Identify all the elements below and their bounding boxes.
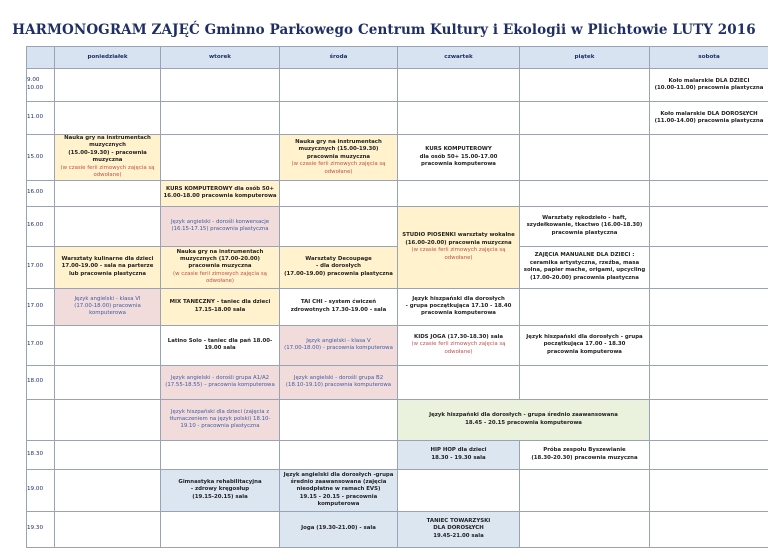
time-cell: 16.00 [27,206,55,246]
time-cell: 17.00 [27,325,55,365]
activity-note: (w czasie ferii zimowych zajęcia są odwołane) [400,247,517,262]
table-row [27,288,768,325]
table-row [27,440,768,469]
activity-cell [398,206,520,288]
time-cell: 18.30 [27,440,55,469]
activity-cell: Joga (19.30-21.00) - sala [280,511,398,547]
time-cell: 17.00 [27,288,55,325]
activity-note: (w czasie ferii zimowych zajęcia są odwołane) [57,165,158,180]
activity-title: Nauka gry na instrumentach muzycznych (15.00-19.30) - pracownia muzyczna [57,135,158,165]
activity-cell: HIP HOP dla dzieci 18.30 - 19.30 sala [398,440,520,469]
activity-note: (w czasie ferii zimowych zajęcia są odwołane) [282,161,395,176]
table-row [27,180,768,206]
day-header-monday: poniedziałek [55,47,161,69]
schedule-table [26,46,768,548]
activity-cell: Język angielski dla dorosłych -grupa średnio zaawansowana (zajęcia nieodpłatne w ramach EVS) 19.15 - 20.15 - pracownia komputerowa [280,469,398,511]
activity-cell: Język angielski - dorośli grupa B2 (18.10-19.10) pracownia komputerowa [280,365,398,399]
corner-cell [27,47,55,69]
time-cell: 15.00 [27,135,55,181]
activity-cell: Język angielski - klasa V (17.00-18.00) - pracownia komputerowa [280,325,398,365]
table-row [27,206,768,246]
day-header-thursday: czwartek [398,47,520,69]
activity-title: Nauka gry na instrumentach muzycznych (15.00-19.30) pracownia muzyczna [282,139,395,161]
activity-cell [280,135,398,181]
table-row [27,135,768,181]
activity-cell: Język hiszpański dla dorosłych - grupa średnio zaawansowana 18.45 - 20.15 pracownia komputerowa [398,399,650,440]
day-header-friday: piątek [520,47,650,69]
table-row [27,69,768,102]
table-row [27,511,768,547]
time-cell: 18.00 [27,365,55,399]
activity-cell: Język angielski - dorośli grupa A1/A2 (17.55-18.55) – pracownia komputerowa [161,365,280,399]
header-row [27,47,768,69]
table-row [27,365,768,399]
activity-title: STUDIO PIOSENKI warsztaty wokalne (16.00-20.00) pracownia muzyczna [400,232,517,247]
activity-cell: Latino Solo - taniec dla pań 18.00-19.00 sala [161,325,280,365]
day-header-saturday: sobota [650,47,768,69]
time-cell: 17.00 [27,246,55,288]
activity-cell: Język angielski - dorośli konwersacje (16.15-17.15) pracownia plastyczna [161,206,280,246]
activity-cell: Język hiszpański dla dzieci (zajęcia z tłumaczeniem na język polski) 18.10-19.10 - pracownia plastyczna [161,399,280,440]
activity-cell: Język hiszpański dla dorosłych - grupa początkująca 17.10 - 18.40 pracownia komputerowa [398,288,520,325]
table-row [27,325,768,365]
activity-cell: Koło malarskie DLA DOROSŁYCH (11.00-14.00) pracownia plastyczna [650,102,768,135]
activity-cell: Koło malarskie DLA DZIECI (10.00-11.00) pracownia plastyczna [650,69,768,102]
time-cell: 19.00 [27,469,55,511]
activity-cell: Język angielski - klasa VI (17.00-18.00) pracownia komputerowa [55,288,161,325]
activity-cell: TANIEC TOWARZYSKI DLA DOROSŁYCH 19.45-21.00 sala [398,511,520,547]
activity-title: KIDS JOGA (17.30-18.30) sala [400,334,517,341]
day-header-tuesday: wtorek [161,47,280,69]
activity-cell [398,325,520,365]
activity-note: (w czasie ferii zimowych zajęcia są odwołane) [163,271,277,286]
table-row [27,469,768,511]
time-cell: 16.00 [27,180,55,206]
activity-cell: Warsztaty kulinarne dla dzieci 17.00-19.00 - sala na parterze lub pracownia plastyczna [55,246,161,288]
page-title: HARMONOGRAM ZAJĘĆ Gminno Parkowego Centrum Kultury i Ekologii w Plichtowie LUTY 2016 [0,22,768,38]
time-cell: 9.00 10.00 [27,69,55,102]
table-row [27,102,768,135]
activity-cell: ZAJĘCIA MANUALNE DLA DZIECI : ceramika artystyczna, rzeźba, masa solna, papier mache, origami, upcycling (17.00-20.00) pracownia plastyczna [520,246,650,288]
activity-cell: KURS KOMPUTEROWY dla osób 50+ 15.00-17.00 pracownia komputerowa [398,135,520,181]
activity-cell: TAI CHI - system ćwiczeń zdrowotnych 17.30-19.00 - sala [280,288,398,325]
activity-cell: Warsztaty rękodzieło - haft, szydełkowanie, tkactwo (16.00-18.30) pracownia plastyczna [520,206,650,246]
time-cell: 11.00 [27,102,55,135]
time-cell: 19.30 [27,511,55,547]
activity-cell: Warsztaty Decoupage - dla dorosłych (17.00-19.00) pracownia plastyczna [280,246,398,288]
table-row [27,246,768,288]
activity-cell: KURS KOMPUTEROWY dla osób 50+ 16.00-18.00 pracownia komputerowa [161,180,280,206]
activity-cell: Próba zespołu Byszewianie (18.30-20.30) pracownia muzyczna [520,440,650,469]
activity-title: Nauka gry na instrumentach muzycznych (17.00-20.00) pracownia muzyczna [163,249,277,271]
activity-cell: MIX TANECZNY - taniec dla dzieci 17.15-18.00 sala [161,288,280,325]
activity-cell: Język hiszpański dla dorosłych - grupa początkująca 17.00 - 18.30 pracownia komputerowa [520,325,650,365]
table-row [27,399,768,440]
activity-note: (w czasie ferii zimowych zajęcia są odwołane) [400,341,517,356]
day-header-wednesday: środa [280,47,398,69]
activity-cell [55,135,161,181]
activity-cell: Gimnastyka rehabilitacyjna - zdrowy kręgosłup (19.15-20.15) sala [161,469,280,511]
activity-cell [161,246,280,288]
